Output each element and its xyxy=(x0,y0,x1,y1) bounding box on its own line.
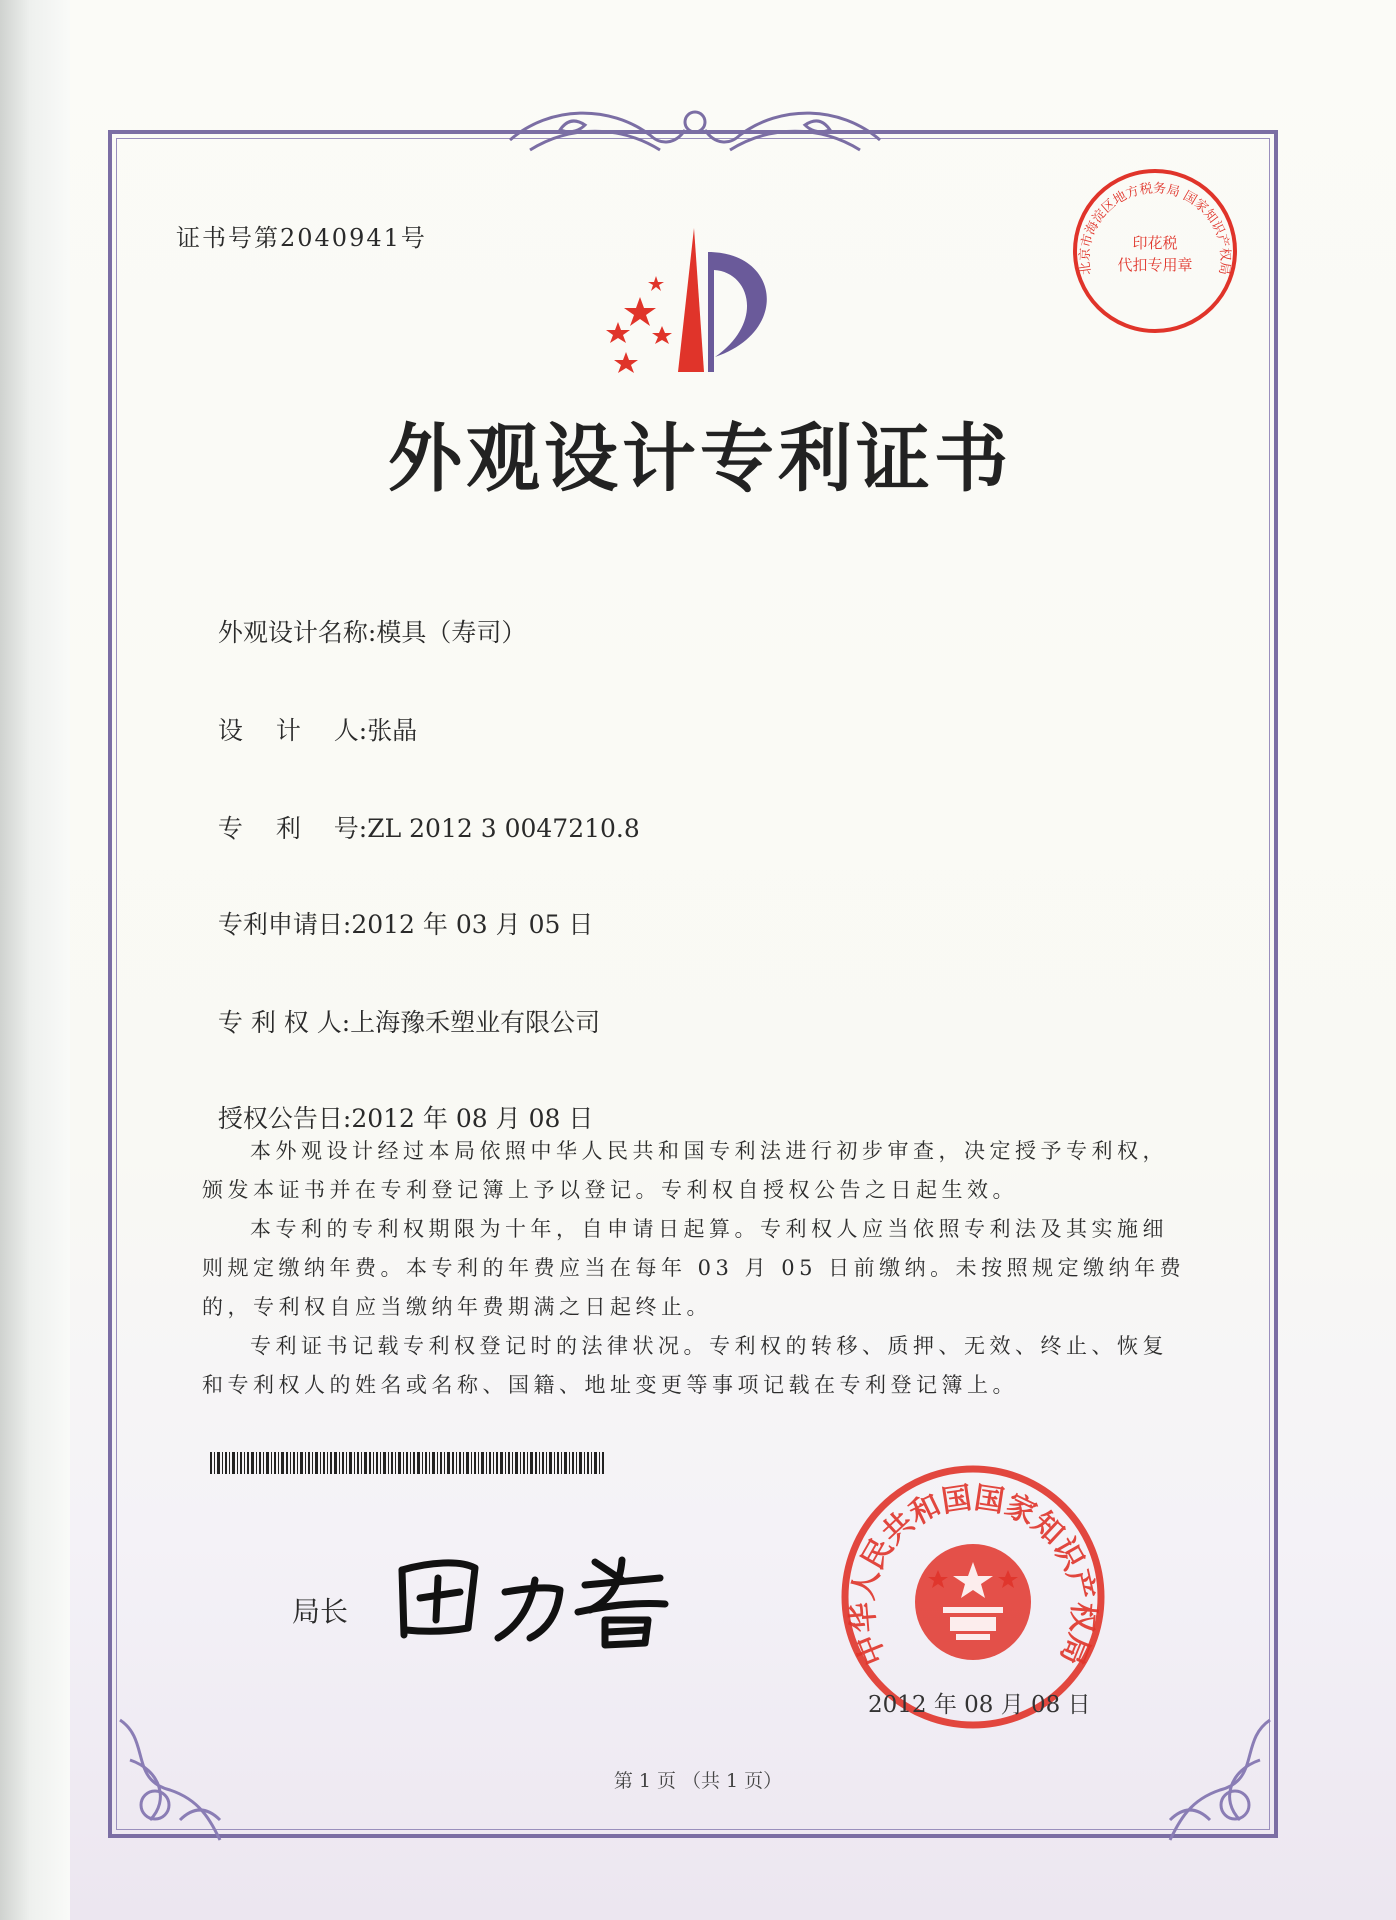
field-designer xyxy=(202,682,417,747)
field-patentee xyxy=(202,974,600,1039)
issue-date: 2012 年 08 月 08 日 xyxy=(868,1692,1091,1718)
field-label: 外观设计名称: xyxy=(217,618,377,647)
field-value: ZL 2012 3 0047210.8 xyxy=(367,814,640,843)
seal-center-line2: 代扣专用章 xyxy=(1117,256,1193,274)
legal-paragraph: 本专利的专利权期限为十年，自申请日起算。专利权人应当依照专利法及其实施细则规定缴纳年费。本专利的年费应当在每年 03 月 05 日前缴纳。未按照规定缴纳年费的，专利权自应当缴纳年费期满之日起终止。 xyxy=(202,1217,1186,1319)
field-label: 专 利 号: xyxy=(217,814,368,843)
field-value: 模具（寿司） xyxy=(376,618,527,647)
svg-text:北京市海淀区地方税务局 国家知识产权局: 北京市海淀区地方税务局 国家知识产权局 xyxy=(1077,181,1233,276)
tax-seal-small xyxy=(1070,166,1240,336)
field-value: 上海豫禾塑业有限公司 xyxy=(350,1008,601,1037)
director-label: 局长 xyxy=(292,1595,349,1628)
page-number: 第 1 页 （共 1 页） xyxy=(613,1770,783,1792)
top-ornament-icon xyxy=(490,100,900,170)
certificate-number: 证书号第2040941号 xyxy=(176,224,427,252)
field-patent-number xyxy=(202,780,640,845)
field-value: 张晶 xyxy=(367,716,418,745)
field-label: 专 利 权 人: xyxy=(217,1008,351,1037)
field-label: 设 计 人: xyxy=(217,716,368,745)
field-value: 2012 年 03 月 05 日 xyxy=(351,910,594,939)
field-grant-date xyxy=(202,1070,593,1135)
director-signature xyxy=(390,1540,680,1650)
svg-text:中华人民共和国国家知识产权局: 中华人民共和国国家知识产权局 xyxy=(845,1480,1101,1670)
legal-paragraph: 本外观设计经过本局依照中华人民共和国专利法进行初步审查，决定授予专利权，颁发本证书并在专利登记簿上予以登记。专利权自授权公告之日起生效。 xyxy=(202,1139,1168,1202)
field-application-date xyxy=(202,876,593,941)
field-design-name xyxy=(202,584,526,649)
legal-paragraph: 专利证书记载专利权登记时的法律状况。专利权的转移、质押、无效、终止、恢复和专利权人的姓名或名称、国籍、地址变更等事项记载在专利登记簿上。 xyxy=(202,1334,1168,1397)
field-label: 授权公告日: xyxy=(217,1104,352,1133)
legal-text xyxy=(202,1132,1192,1405)
barcode xyxy=(210,1452,605,1474)
patent-office-logo-icon xyxy=(590,222,800,382)
field-value: 2012 年 08 月 08 日 xyxy=(351,1104,594,1133)
certificate-title: 外观设计专利证书 xyxy=(388,416,1012,502)
seal-center-line1: 印花税 xyxy=(1132,234,1178,252)
field-label: 专利申请日: xyxy=(217,910,352,939)
